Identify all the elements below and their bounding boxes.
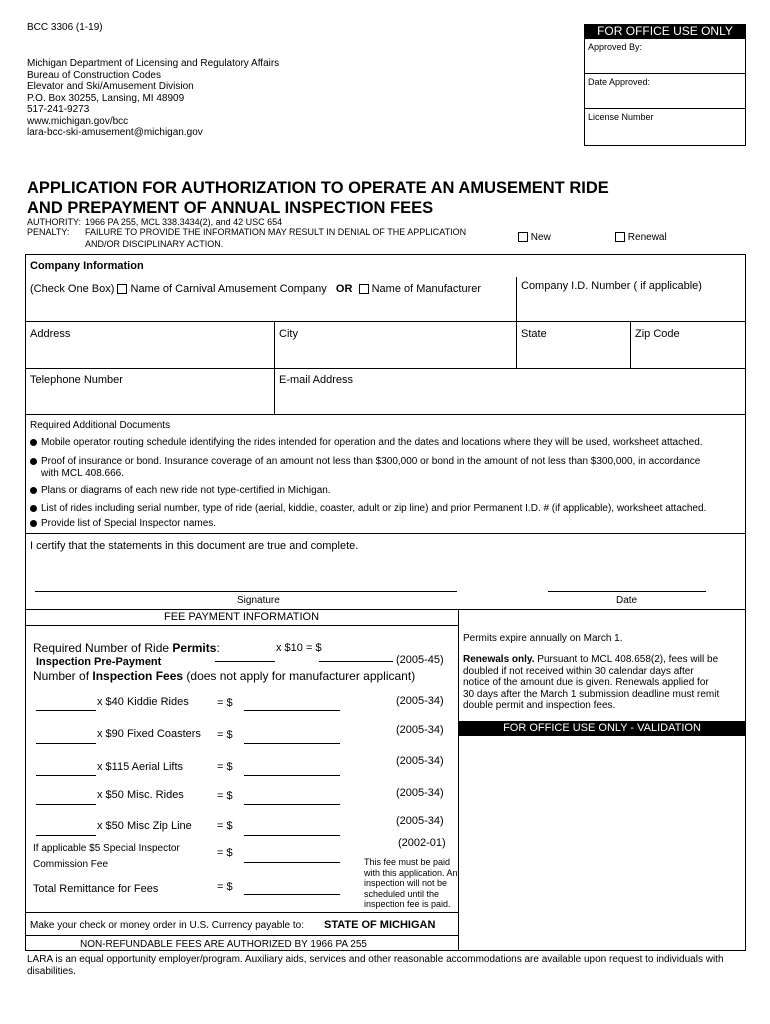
misc-equals: = $: [217, 790, 233, 802]
misc-code: (2005-34): [396, 787, 444, 799]
signature-line[interactable]: [35, 591, 457, 592]
kiddie-code: (2005-34): [396, 695, 444, 707]
kiddie-amount-input[interactable]: [244, 710, 340, 711]
company-id-input[interactable]: [520, 296, 742, 318]
renewals-line: double permit and inspection fees.: [463, 700, 616, 711]
permits-bold: Permits: [172, 641, 217, 655]
special-equals: = $: [217, 847, 233, 859]
check-one-label: (Check One Box): [30, 283, 115, 295]
note-line: with this application. An: [364, 867, 458, 878]
renewal-option[interactable]: [615, 232, 667, 243]
coasters-count-input[interactable]: [36, 743, 96, 744]
footer-line1: LARA is an equal opportunity employer/program. Auxiliary aids, services and other reasonable accommodations are available upon request to individuals with: [27, 954, 724, 965]
bullet-icon: [30, 487, 37, 494]
list-item: [30, 485, 331, 496]
agency-line: lara-bcc-ski-amusement@michigan.gov: [27, 127, 203, 138]
address-label: Address: [30, 328, 71, 340]
inspection-fees-label: [33, 669, 415, 683]
list-item: [30, 503, 706, 514]
agency-line: 517-241-9273: [27, 104, 90, 115]
manufacturer-checkbox[interactable]: [359, 284, 369, 294]
required-docs-heading: Required Additional Documents: [30, 420, 171, 431]
zip-code-label: Zip Code: [635, 328, 680, 340]
doc-item-text: Mobile operator routing schedule identifying the rides intended for operation and the dates and locations where they will be used, worksheet attached.: [41, 437, 703, 448]
authority-label: AUTHORITY:: [27, 217, 82, 227]
ride-permits-count-input[interactable]: [215, 661, 275, 662]
permit-rate: x $10 = $: [276, 642, 322, 654]
agency-address: [27, 58, 279, 139]
misc-rides-label: x $50 Misc. Rides: [97, 789, 184, 801]
carnival-label: Name of Carnival Amusement Company: [130, 283, 327, 295]
renewal-checkbox[interactable]: [615, 232, 625, 242]
renewals-line: doubled if not received within 30 calendar days after: [463, 665, 694, 677]
agency-line: Michigan Department of Licensing and Regulatory Affairs: [27, 58, 280, 69]
permits-expire-note: Permits expire annually on March 1.: [463, 633, 623, 644]
total-amount-input[interactable]: [244, 894, 340, 895]
bullet-icon: [30, 505, 37, 512]
fee-payment-header: FEE PAYMENT INFORMATION: [163, 611, 320, 623]
telephone-input[interactable]: [30, 390, 270, 412]
agency-line: www.michigan.gov/bcc: [27, 115, 129, 127]
company-info-heading: Company Information: [30, 260, 144, 272]
validation-header: FOR OFFICE USE ONLY - VALIDATION: [458, 721, 746, 736]
renewals-text: Pursuant to MCL 408.658(2), fees will be: [534, 654, 719, 665]
new-label: New: [530, 232, 551, 243]
note-line: scheduled until the: [364, 888, 440, 899]
permits-prefix: Required Number of Ride: [33, 641, 173, 655]
list-item: [30, 518, 216, 529]
date-label: Date: [616, 595, 638, 606]
date-line[interactable]: [548, 591, 706, 592]
special-amount-input[interactable]: [244, 862, 340, 863]
renewals-line: 30 days after the March 1 submission deadline must remit: [463, 688, 720, 700]
email-label: E-mail Address: [279, 374, 353, 386]
form-title-line2: AND PREPAYMENT OF ANNUAL INSPECTION FEES: [27, 199, 434, 217]
misc-amount-input[interactable]: [244, 804, 340, 805]
manufacturer-label: Name of Manufacturer: [371, 283, 482, 295]
zip-code-input[interactable]: [635, 343, 743, 365]
agency-line: Elevator and Ski/Amusement Division: [27, 81, 194, 92]
new-checkbox[interactable]: [518, 232, 528, 242]
bullet-icon: [30, 520, 37, 527]
form-title-line1: APPLICATION FOR AUTHORIZATION TO OPERATE AN AMUSEMENT RIDE: [27, 179, 609, 197]
inspection-fees-bold: Inspection Fees: [92, 669, 184, 683]
zip-amount-input[interactable]: [244, 835, 340, 836]
aerial-equals: = $: [217, 761, 233, 773]
permits-colon: :: [216, 641, 220, 655]
state-input[interactable]: [521, 343, 627, 365]
ride-permits-label: [33, 641, 220, 655]
bullet-icon: [30, 458, 37, 465]
doc-item-text: List of rides including serial number, type of ride (aerial, kiddie, coaster, adult or zip line) and prior Permanent I.D. # (if applicable), worksheet attached.: [41, 503, 707, 514]
inspection-fees-note: (does not apply for manufacturer applicant): [183, 669, 416, 683]
permit-fee-code: (2005-45): [396, 654, 444, 666]
form-id: BCC 3306 (1-19): [27, 22, 103, 33]
inspection-fees-prefix: Number of: [33, 669, 93, 683]
renewal-label: Renewal: [627, 232, 667, 243]
agency-line: P.O. Box 30255, Lansing, MI 48909: [27, 92, 185, 104]
city-label: City: [279, 328, 298, 340]
total-remittance-label: Total Remittance for Fees: [33, 883, 159, 895]
list-item: [30, 456, 700, 467]
zip-code-fee: (2005-34): [396, 815, 444, 827]
renewals-note: [463, 654, 719, 712]
kiddie-equals: = $: [217, 697, 233, 709]
payee-name: STATE OF MICHIGAN: [324, 919, 436, 931]
authority-text: 1966 PA 255, MCL 338.3434(2), and 42 USC 654: [85, 217, 283, 227]
aerial-code: (2005-34): [396, 755, 444, 767]
company-name-input[interactable]: [30, 299, 514, 319]
penalty-label: PENALTY:: [27, 227, 70, 237]
aerial-amount-input[interactable]: [244, 775, 340, 776]
note-line: inspection fee is paid.: [364, 899, 451, 909]
fee-note: [364, 857, 458, 910]
permit-fee-amount-input[interactable]: [319, 661, 393, 662]
company-type-row: [30, 283, 481, 295]
inspection-prepayment-label: Inspection Pre-Payment: [36, 656, 162, 668]
email-input[interactable]: [279, 390, 741, 412]
aerial-count-input[interactable]: [36, 775, 96, 776]
penalty-text: FAILURE TO PROVIDE THE INFORMATION MAY RESULT IN DENIAL OF THE APPLICATION: [85, 227, 467, 237]
bullet-icon: [30, 439, 37, 446]
list-item: [30, 437, 703, 448]
doc-item-text: Plans or diagrams of each new ride not type-certified in Michigan.: [41, 485, 331, 496]
special-code: (2002-01): [398, 837, 446, 849]
special-inspector-label-2: Commission Fee: [33, 859, 109, 870]
coasters-code: (2005-34): [396, 724, 444, 736]
total-equals: = $: [217, 881, 233, 893]
non-refundable-notice: NON-REFUNDABLE FEES ARE AUTHORIZED BY 1966 PA 255: [80, 939, 367, 950]
footer-line2: disabilities.: [27, 966, 76, 977]
renewals-line: notice of the amount due is given. Renewals applied for: [463, 677, 709, 688]
coasters-amount-input[interactable]: [244, 743, 340, 744]
note-line: inspection will not be: [364, 878, 448, 888]
new-option[interactable]: [518, 232, 551, 243]
renewals-bold: Renewals only.: [463, 654, 535, 665]
license-number-label: License Number: [588, 112, 654, 122]
doc-item-text: Proof of insurance or bond. Insurance coverage of an amount not less than $300,000 or bond in the amount of not less than $300,000, in accordance: [41, 456, 701, 467]
doc-item-text: with MCL 408.666.: [41, 468, 125, 479]
city-input[interactable]: [279, 343, 513, 365]
aerial-lifts-label: x $115 Aerial Lifts: [97, 761, 184, 773]
special-inspector-label: If applicable $5 Special Inspector: [33, 843, 180, 854]
carnival-checkbox[interactable]: [117, 284, 127, 294]
company-id-label: Company I.D. Number ( if applicable): [521, 280, 702, 292]
note-line: This fee must be paid: [364, 857, 451, 867]
zip-count-input[interactable]: [36, 835, 96, 836]
doc-item-text: Provide list of Special Inspector names.: [41, 518, 217, 529]
zip-equals: = $: [217, 820, 233, 832]
penalty-text-2: AND/OR DISCIPLINARY ACTION.: [85, 239, 224, 249]
or-label: OR: [335, 283, 353, 295]
date-approved-label: Date Approved:: [588, 77, 651, 87]
payable-instruction: Make your check or money order in U.S. Currency payable to:: [30, 920, 305, 931]
kiddie-count-input[interactable]: [36, 710, 96, 711]
zip-line-label: x $50 Misc Zip Line: [97, 820, 192, 832]
state-label: State: [521, 328, 547, 340]
fixed-coasters-label: x $90 Fixed Coasters: [97, 728, 201, 740]
office-use-header: FOR OFFICE USE ONLY: [584, 24, 746, 39]
coasters-equals: = $: [217, 729, 233, 741]
address-input[interactable]: [30, 343, 270, 365]
telephone-label: Telephone Number: [30, 374, 123, 386]
kiddie-rides-label: x $40 Kiddie Rides: [97, 696, 189, 708]
certify-statement: I certify that the statements in this document are true and complete.: [30, 540, 359, 552]
misc-count-input[interactable]: [36, 804, 96, 805]
approved-by-label: Approved By:: [588, 42, 643, 52]
signature-label: Signature: [237, 595, 280, 606]
agency-line: Bureau of Construction Codes: [27, 69, 161, 81]
